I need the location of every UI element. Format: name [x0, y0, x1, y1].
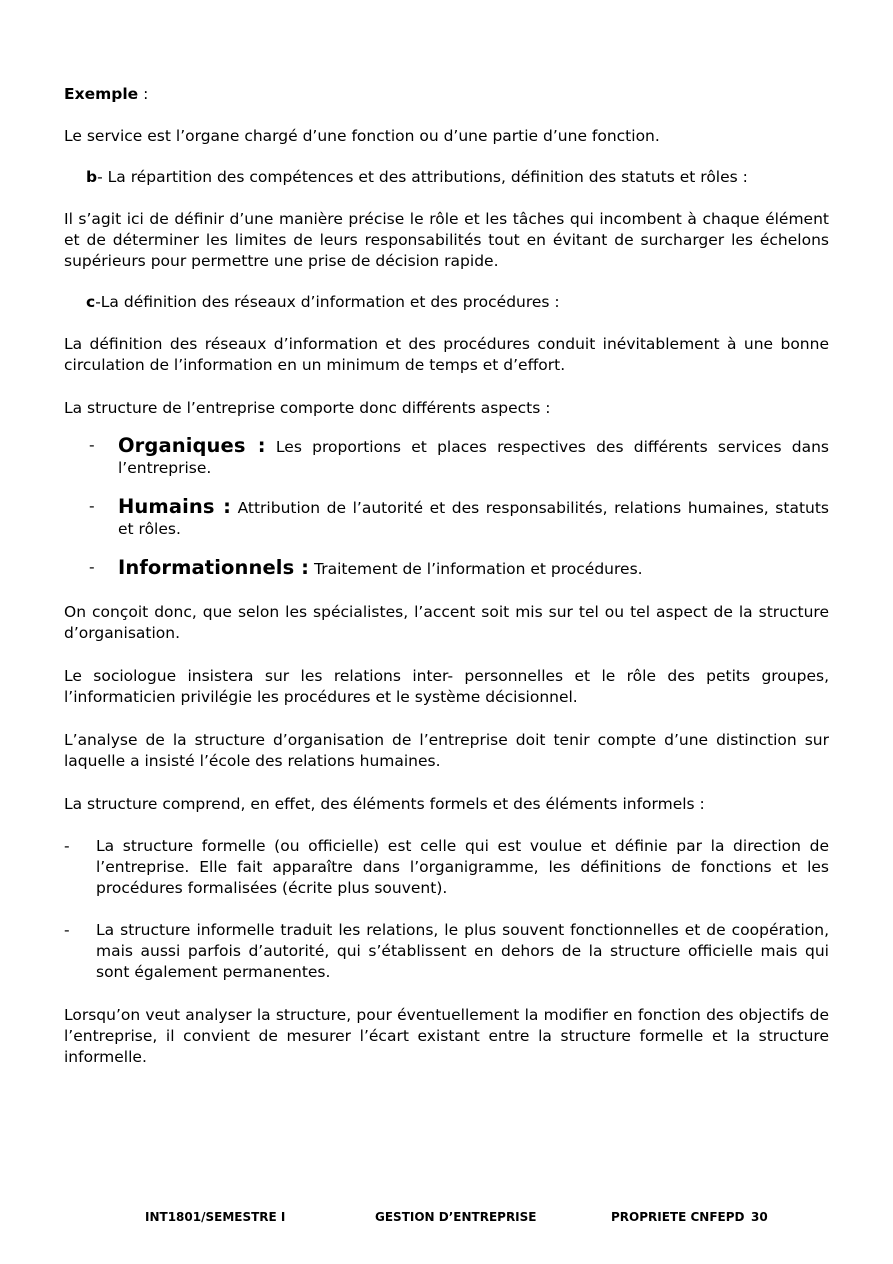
section-c-letter: c [86, 293, 96, 311]
section-c-title: -La définition des réseaux d’information et des procédures : [95, 293, 560, 311]
exemple-text: Le service est l’organe chargé d’une fonction ou d’une partie d’une fonction. [64, 127, 660, 145]
conclusion-paragraph: Lorsqu’on veut analyser la structure, pour éventuellement la modifier en fonction des objectifs de l’entreprise, il convient de mesurer l’écart existant entre la structure formelle et la structure informelle. [64, 1006, 829, 1066]
footer-owner: PROPRIETE CNFEPD [611, 1210, 745, 1224]
aspect-text: Les proportions et places respectives des différents services dans l’entreprise. [118, 438, 830, 477]
structure-item [64, 920, 829, 983]
bullet-dash: - [89, 436, 95, 454]
aspect-keyword: Organiques : [118, 434, 266, 457]
section-b-letter: b [86, 168, 98, 186]
aspect-item [64, 435, 829, 479]
structure-text: La structure formelle (ou officielle) est celle qui est voulue et définie par la direction de l’entreprise. Elle fait apparaître dans l’organigramme, les définitions de fonctions et les procédures formalisées (écrite plus souvent). [96, 837, 829, 897]
section-c-text: La définition des réseaux d’information et des procédures conduit inévitablement à une bonne circulation de l’information en un minimum de temps et d’effort. [64, 335, 829, 374]
section-b-heading [64, 167, 829, 188]
exemple-heading [64, 84, 829, 105]
page-number: 30 [751, 1210, 768, 1224]
exemple-suffix: : [138, 85, 149, 103]
paragraph: On conçoit donc, que selon les spécialistes, l’accent soit mis sur tel ou tel aspect de la structure d’organisation. [64, 603, 829, 642]
footer-subject: GESTION D’ENTREPRISE [375, 1210, 537, 1224]
aspect-keyword: Humains : [118, 495, 231, 518]
section-b-title: - La répartition des compétences et des attributions, définition des statuts et rôles : [97, 168, 748, 186]
structures-list [64, 836, 829, 983]
bullet-dash: - [89, 558, 95, 576]
paragraph: L’analyse de la structure d’organisation de l’entreprise doit tenir compte d’une distinction sur laquelle a insisté l’école des relations humaines. [64, 731, 829, 770]
bullet-dash: - [64, 837, 70, 855]
bullet-dash: - [89, 497, 95, 515]
structure-item [64, 836, 829, 899]
aspects-list [64, 435, 829, 580]
paragraph: La structure comprend, en effet, des éléments formels et des éléments informels : [64, 795, 705, 813]
structure-text: La structure informelle traduit les relations, le plus souvent fonctionnelles et de coopération, mais aussi parfois d’autorité, qui s’établissent en dehors de la structure officielle mais qui sont également permanentes. [96, 921, 829, 981]
bullet-dash: - [64, 921, 70, 939]
aspect-item [64, 496, 829, 540]
paragraph: Le sociologue insistera sur les relations inter- personnelles et le rôle des petits groupes, l’informaticien privilégie les procédures et le système décisionnel. [64, 667, 829, 706]
document-page [64, 84, 829, 1068]
aspect-text: Attribution de l’autorité et des responsabilités, relations humaines, statuts et rôles. [118, 499, 830, 538]
footer-course: INT1801/SEMESTRE I [145, 1210, 286, 1224]
exemple-label: Exemple [64, 85, 139, 103]
aspect-keyword: Informationnels : [118, 556, 310, 579]
aspect-item [64, 557, 829, 580]
aspect-text: Traitement de l’information et procédures. [309, 560, 643, 578]
aspects-intro: La structure de l’entreprise comporte donc différents aspects : [64, 399, 551, 417]
section-b-text: Il s’agit ici de définir d’une manière précise le rôle et les tâches qui incombent à chaque élément et de déterminer les limites de leurs responsabilités tout en évitant de surcharger les échelons supérieurs pour permettre une prise de décision rapide. [64, 210, 829, 270]
section-c-heading [64, 292, 829, 313]
